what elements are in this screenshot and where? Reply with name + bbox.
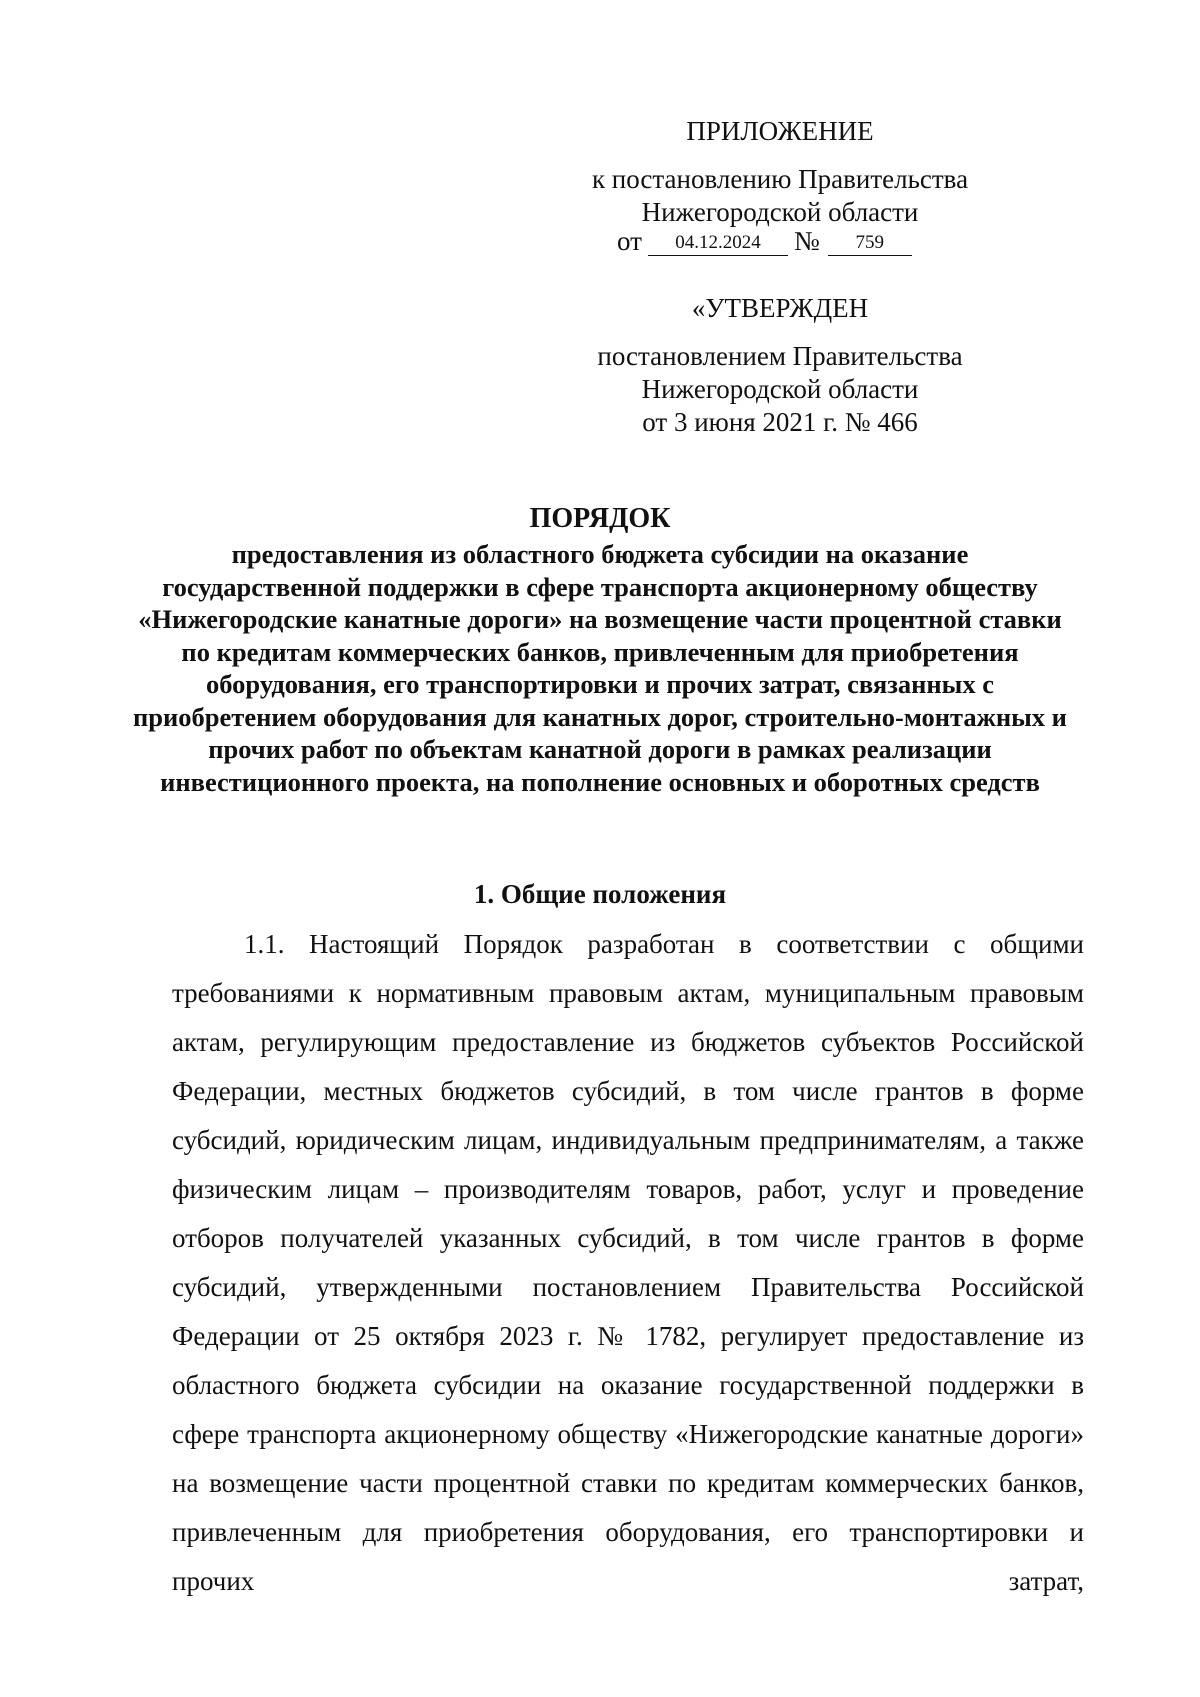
appendix-resolution-reference: к постановлению Правительства Нижегородской области xyxy=(591,164,969,227)
resolution-number: 759 xyxy=(828,232,912,256)
section-title: 1. Общие положения xyxy=(473,879,727,909)
resolution-date-number-line xyxy=(617,225,912,258)
order-title: ПОРЯДОК xyxy=(529,503,671,534)
number-sign: № xyxy=(793,226,820,256)
body-paragraph: 1.1. Настоящий Порядок разработан в соответствии с общими требованиями к нормативным правовым актам, муниципальным правовым актам, регулирующим предоставление из бюджетов субъектов Российской Федерации, местных бюджетов субсидий, в том числе грантов в форме субсидий, юридическим лицам, индивидуальным предпринимателям, а также физическим лицам – производителям товаров, работ, услуг и проведение отборов получателей указанных субсидий, в том числе грантов в форме субсидий, утвержденными постановлением Правительства Российской Федерации от 25 октября 2023 г. № 1782, регулирует предоставление из областного бюджета субсидии на оказание государственной поддержки в сфере транспорта акционерному обществу «Нижегородские канатные дороги» на возмещение части процентной ставки по кредитам коммерческих банков, привлеченным для приобретения оборудования, его транспортировки и прочих затрат, xyxy=(172,929,1084,1596)
approved-title: «УТВЕРЖДЕН xyxy=(691,293,869,323)
approved-by-resolution: постановлением Правительства Нижегородской области от 3 июня 2021 г. № 466 xyxy=(597,341,963,437)
from-word: от xyxy=(617,226,642,256)
resolution-date: 04.12.2024 xyxy=(648,232,788,256)
appendix-title: ПРИЛОЖЕНИЕ xyxy=(686,116,874,146)
order-subtitle: предоставления из областного бюджета субсидии на оказание государственной поддержки в сфере транспорта акционерному обществу «Нижегородские канатные дороги» на возмещение части процентной ставки по кредитам коммерческих банков, привлеченным для приобретения оборудования, его транспортировки и прочих затрат, связанных с приобретением оборудования для канатных дорог, строительно-монтажных и прочих работ по объектам канатной дороги в рамках реализации инвестиционного проекта, на пополнение основных и оборотных средств xyxy=(133,539,1067,797)
